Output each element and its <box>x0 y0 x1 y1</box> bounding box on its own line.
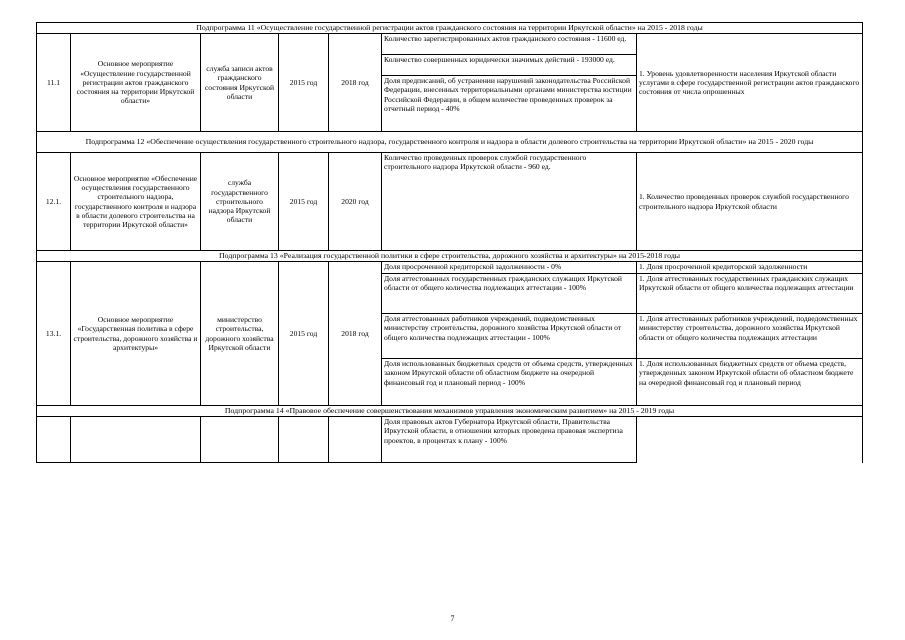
result: 1. Доля просроченной кредиторской задолженности <box>637 262 863 274</box>
page-number: 7 <box>450 614 455 623</box>
indicator: Доля предписаний, об устранении нарушений законодательства Российской Федерации, внесенных территориальными органами министерства юстиции Российской Федерации, в общем количестве проведенных проверок за отчетный период - 40% <box>382 76 637 132</box>
executor: служба записи актов гражданского состояния Иркутской области <box>201 34 279 132</box>
subprogram-13-header: Подпрограмма 13 «Реализация государственной политики в сфере строительства, дорожного хозяйства и архитектуры» на 2015-2018 годы <box>37 251 863 262</box>
result: 1. Доля использованных бюджетных средств от объема средств, утвержденных законом Иркутской области об областном бюджете на очередной финансовый год и плановый период <box>637 359 863 406</box>
indicator: Количество совершенных юридически значимых действий - 193000 ед. <box>382 55 637 76</box>
end-year: 2020 год <box>329 153 382 251</box>
result: 1. Доля аттестованных работников учреждений, подведомственных министерству строительства, дорожного хозяйства Иркутской области от общего количества подлежащих аттестации <box>637 314 863 359</box>
result: 1. Доля аттестованных государственных гражданских служащих Иркутской области от общего количества подлежащих аттестации <box>637 274 863 314</box>
row-number: 11.1 <box>37 34 71 132</box>
result: 1. Уровень удовлетворенности населения Иркутской области услугами в сфере государственной регистрации актов гражданского состояния от числа опрошенных <box>637 34 863 132</box>
indicator: Доля правовых актов Губернатора Иркутской области, Правительства Иркутской области, в отношении которых проведена правовая экспертиза проектов, в процентах к плану - 100% <box>382 417 637 463</box>
row-number: 13.1. <box>37 262 71 406</box>
indicator: Количество зарегистрированных актов гражданского состояния - 11600 ед. <box>382 34 637 55</box>
program-table <box>36 22 863 463</box>
subprogram-14-header: Подпрограмма 14 «Правовое обеспечение совершенствования механизмов управления экономическим развитием» на 2015 - 2019 годы <box>37 406 863 417</box>
start-year: 2015 год <box>279 34 329 132</box>
indicator: Доля аттестованных государственных гражданских служащих Иркутской области от общего количества подлежащих аттестации - 100% <box>382 274 637 314</box>
indicator: Количество проведенных проверок службой государственного строительного надзора Иркутской области - 960 ед. <box>382 153 637 251</box>
start-year <box>279 417 329 463</box>
result: 1. Количество проведенных проверок службой государственного строительного надзора Иркутской области <box>637 153 863 251</box>
executor: служба государственного строительного надзора Иркутской области <box>201 153 279 251</box>
executor: министерство строительства, дорожного хозяйства Иркутской области <box>201 262 279 406</box>
end-year <box>329 417 382 463</box>
document-page <box>36 22 862 463</box>
indicator: Доля просроченной кредиторской задолженности - 0% <box>382 262 637 274</box>
row-number: 12.1. <box>37 153 71 251</box>
row-number <box>37 417 71 463</box>
indicator: Доля использованных бюджетных средств от объема средств, утвержденных законом Иркутской области об областном бюджете на очередной финансовый год и плановый период - 100% <box>382 359 637 406</box>
subprogram-11-header: Подпрограмма 11 «Осуществление государственной регистрации актов гражданского состояния на территории Иркутской области» на 2015 - 2018 годы <box>37 23 863 34</box>
start-year: 2015 год <box>279 153 329 251</box>
activity-name <box>71 417 201 463</box>
indicator: Доля аттестованных работников учреждений, подведомственных министерству строительства, дорожного хозяйства Иркутской области от общего количества подлежащих аттестации - 100% <box>382 314 637 359</box>
start-year: 2015 год <box>279 262 329 406</box>
result <box>637 417 863 463</box>
activity-name: Основное мероприятие «Осуществление государственной регистрации актов гражданского состояния на территории Иркутской области» <box>71 34 201 132</box>
subprogram-12-header: Подпрограмма 12 «Обеспечение осуществления государственного строительного надзора, государственного контроля и надзора в области долевого строительства на территории Иркутской области» на 2015 - 2020 годы <box>37 132 863 153</box>
end-year: 2018 год <box>329 262 382 406</box>
activity-name: Основное мероприятие «Обеспечение осуществления государственного строительного надзора, государственного контроля и надзора в области долевого строительства на территории Иркутской области» <box>71 153 201 251</box>
end-year: 2018 год <box>329 34 382 132</box>
executor <box>201 417 279 463</box>
activity-name: Основное мероприятие «Государственная политика в сфере строительства, дорожного хозяйства и архитектуры» <box>71 262 201 406</box>
